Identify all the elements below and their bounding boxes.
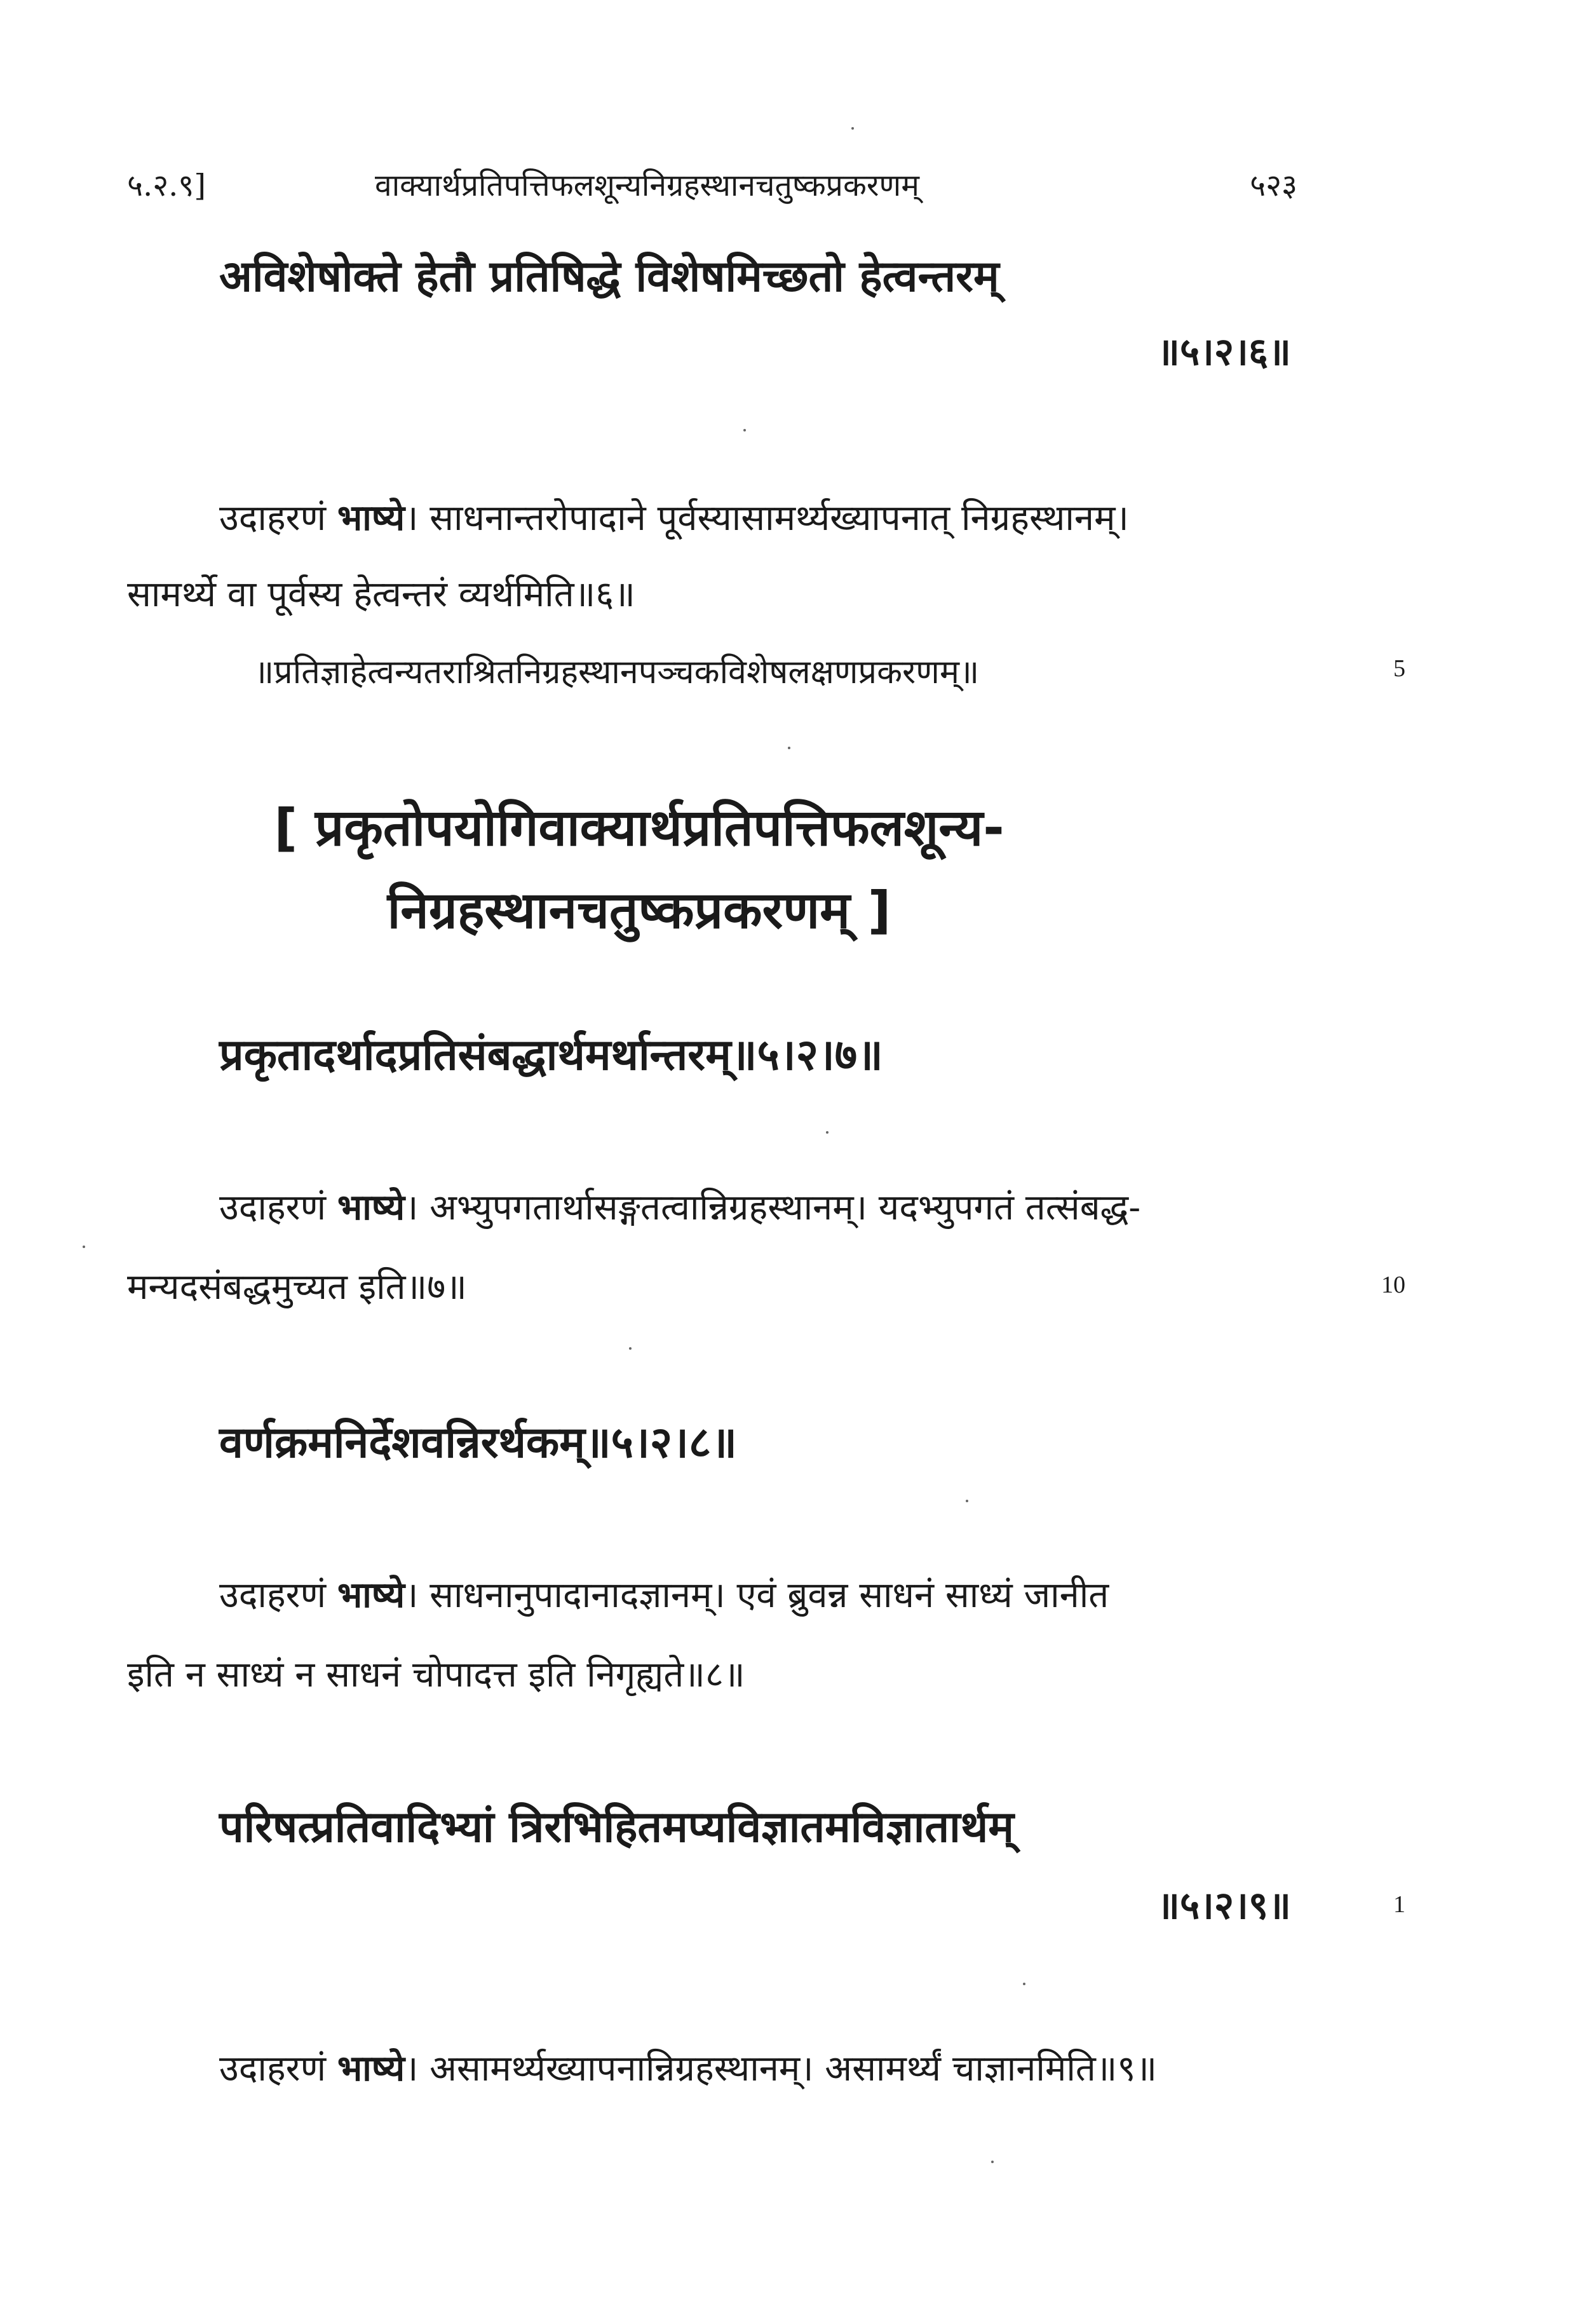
commentary-rest: । साधनान्तरोपादाने पूर्वस्यासामर्थ्यख्यापनात् निग्रहस्थानम्।: [405, 498, 1129, 539]
scan-speck: [83, 1246, 85, 1248]
commentary-bhashye: भाष्ये: [337, 1574, 405, 1616]
commentary-bhashye: भाष्ये: [337, 2047, 405, 2089]
scan-speck: [743, 429, 746, 431]
commentary-8-line-2: इति न साध्यं न साधनं चोपादत्त इति निगृह्यते॥८॥: [127, 1654, 745, 1695]
sutra-9-number: ॥५।२।९॥: [1157, 1884, 1291, 1928]
commentary-rest: । साधनानुपादानादज्ञानम्। एवं ब्रुवन्न साधनं साध्यं जानीत: [405, 1575, 1109, 1616]
scan-speck: [629, 1347, 632, 1350]
commentary-8-line-1: [219, 1570, 1109, 1618]
scan-speck: [966, 1500, 968, 1502]
scan-speck: [991, 2161, 994, 2163]
margin-line-number-10: 10: [1381, 1272, 1405, 1298]
header-section-ref: ५.२.९]: [127, 168, 206, 203]
section-title-line-2: निग्रहस्थानचतुष्कप्रकरणम् ]: [387, 881, 891, 940]
commentary-rest: । असामर्थ्यख्यापनान्निग्रहस्थानम्। असामर्थ्यं चाज्ञानमिति॥९॥: [405, 2048, 1157, 2089]
header-page-number: ५२३: [1250, 168, 1297, 203]
scan-speck: [826, 1131, 828, 1134]
commentary-rest: । अभ्युपगतार्थासङ्गतत्वान्निग्रहस्थानम्। यदभ्युपगतं तत्संबद्ध-: [405, 1187, 1141, 1228]
sutra-6-text: अविशेषोक्ते हेतौ प्रतिषिद्धे विशेषमिच्छतो हेत्वन्तरम्: [219, 252, 999, 302]
colophon: ॥प्रतिज्ञाहेत्वन्यतराश्रितनिग्रहस्थानपञ्चकविशेषलक्षणप्रकरणम्॥: [254, 653, 980, 691]
commentary-lead: उदाहरणं: [219, 1575, 327, 1616]
commentary-lead: उदाहरणं: [219, 498, 327, 539]
sutra-7-text: प्रकृतादर्थादप्रतिसंबद्धार्थमर्थान्तरम्॥५।२।७॥: [219, 1030, 883, 1080]
commentary-9-line-1: [219, 2043, 1157, 2091]
sutra-6-number: ॥५।२।६॥: [1157, 330, 1291, 374]
section-title-line-1: [ प्रकृतोपयोगिवाक्यार्थप्रतिपत्तिफलशून्य-: [274, 798, 1004, 857]
sutra-9-text: परिषत्प्रतिवादिभ्यां त्रिरभिहितमप्यविज्ञातमविज्ञातार्थम्: [219, 1802, 1014, 1852]
margin-line-number-1: 1: [1393, 1891, 1405, 1918]
commentary-bhashye: भाष्ये: [337, 497, 405, 539]
sutra-8-text: वर्णक्रमनिर्देशवन्निरर्थकम्॥५।२।८॥: [219, 1418, 737, 1468]
commentary-6-line-2: सामर्थ्ये वा पूर्वस्य हेत्वन्तरं व्यर्थमिति॥६॥: [127, 574, 635, 615]
margin-line-number-5: 5: [1393, 655, 1405, 682]
commentary-7-line-2: मन्यदसंबद्धमुच्यत इति॥७॥: [127, 1266, 467, 1308]
header-title: वाक्यार्थप्रतिपत्तिफलशून्यनिग्रहस्थानचतुष्कप्रकरणम्: [375, 168, 919, 203]
commentary-6-line-1: [219, 492, 1129, 541]
commentary-bhashye: भाष्ये: [337, 1186, 405, 1228]
scan-speck: [788, 747, 790, 749]
commentary-lead: उदाहरणं: [219, 2048, 327, 2089]
scan-speck: [1023, 1983, 1025, 1985]
scan-speck: [851, 127, 854, 130]
commentary-7-line-1: [219, 1182, 1140, 1230]
commentary-lead: उदाहरणं: [219, 1187, 327, 1228]
